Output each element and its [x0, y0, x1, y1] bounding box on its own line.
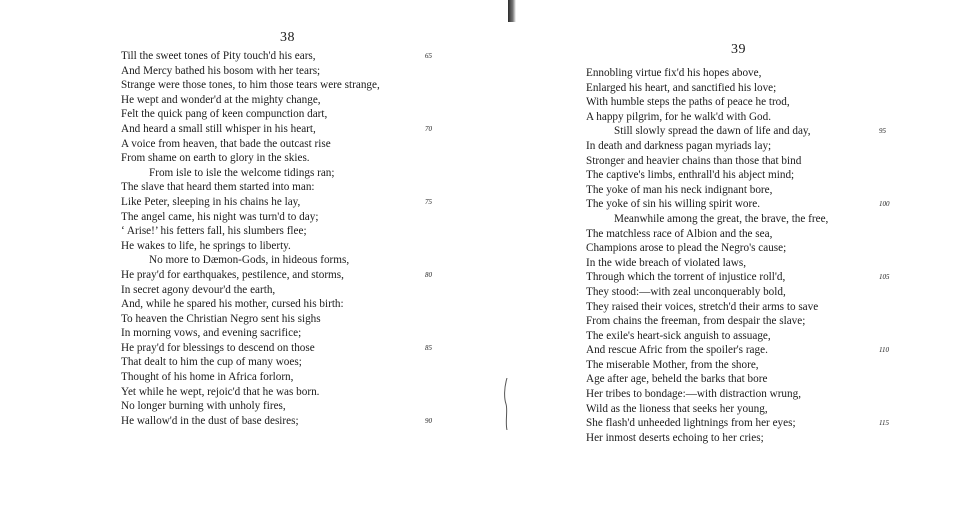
line-number: 65 [425, 52, 432, 60]
poem-line [586, 431, 966, 446]
line-text: From isle to isle the welcome tidings ran; [149, 166, 335, 179]
line-number: 115 [879, 419, 889, 428]
poem-line [121, 370, 451, 385]
line-text: He wallow'd in the dust of base desires; [121, 414, 299, 427]
poem-line [121, 166, 451, 181]
line-text: The angel came, his night was turn'd to day; [121, 210, 319, 223]
line-text: Wild as the lioness that seeks her young, [586, 402, 768, 415]
line-number: 70 [425, 124, 432, 133]
line-text: They stood:—with zeal unconquerably bold, [586, 285, 786, 298]
line-text: He wakes to life, he springs to liberty. [121, 239, 291, 252]
line-number: 100 [879, 200, 890, 209]
page-number: 39 [731, 42, 746, 57]
poem-line [121, 137, 451, 152]
line-text: Still slowly spread the dawn of life and day, [614, 125, 811, 138]
line-text: The miserable Mother, from the shore, [586, 358, 759, 371]
poem-line [121, 341, 451, 356]
poem-line [121, 195, 451, 210]
poem-line [586, 95, 966, 110]
poem-line [586, 124, 966, 139]
line-text: Her tribes to bondage:—with distraction wrung, [586, 388, 802, 401]
line-number: 95 [879, 127, 886, 136]
line-text: The yoke of man his neck indignant bore, [586, 183, 773, 196]
poem-text [586, 66, 966, 445]
poem-line [586, 358, 966, 373]
poem-line [121, 312, 451, 327]
poem-line [121, 326, 451, 341]
poem-line [121, 268, 451, 283]
line-text: Yet while he wept, rejoic'd that he was born. [121, 385, 320, 398]
poem-line [586, 227, 966, 242]
line-text: No more to Dæmon-Gods, in hideous forms, [149, 254, 350, 267]
line-text: The slave that heard them started into man: [121, 181, 315, 194]
poem-line [121, 180, 451, 195]
poem-line [586, 343, 966, 358]
line-text: Stronger and heavier chains than those that bind [586, 154, 802, 167]
line-text: And heard a small still whisper in his heart, [121, 122, 316, 135]
poem-line [586, 197, 966, 212]
line-text: In morning vows, and evening sacrifice; [121, 327, 302, 340]
poem-line [121, 93, 451, 108]
poem-line [121, 64, 451, 79]
line-number: 90 [425, 416, 432, 425]
poem-line [121, 385, 451, 400]
poem-line [121, 210, 451, 225]
poem-line [121, 49, 451, 64]
poem-text [121, 49, 451, 428]
poem-line [586, 256, 966, 271]
line-text: And rescue Afric from the spoiler's rage. [586, 344, 768, 357]
line-text: The captive's limbs, enthrall'd his abject mind; [586, 169, 795, 182]
page-number: 38 [280, 30, 295, 45]
poem-line [586, 329, 966, 344]
line-text: From chains the freeman, from despair the slave; [586, 315, 806, 328]
line-text: The exile's heart-sick anguish to assuage, [586, 329, 771, 342]
poem-line [586, 241, 966, 256]
poem-line [586, 66, 966, 81]
right-page [505, 0, 980, 518]
poem-line [586, 372, 966, 387]
line-text: Enlarged his heart, and sanctified his love; [586, 81, 777, 94]
line-text: A happy pilgrim, for he walk'd with God. [586, 110, 772, 123]
line-text: And, while he spared his mother, cursed his birth: [121, 298, 344, 311]
line-text: They raised their voices, stretch'd their arms to save [586, 300, 819, 313]
line-text: He wept and wonder'd at the mighty change, [121, 93, 321, 106]
line-number: 105 [879, 273, 890, 282]
line-text: She flash'd unheeded lightnings from her eyes; [586, 417, 796, 430]
poem-line [586, 300, 966, 315]
line-text: Strange were those tones, to him those tears were strange, [121, 79, 380, 92]
line-text: Felt the quick pang of keen compunction dart, [121, 108, 328, 121]
poem-line [121, 107, 451, 122]
poem-line [121, 297, 451, 312]
poem-line [586, 212, 966, 227]
poem-line [121, 253, 451, 268]
line-text: In death and darkness pagan myriads lay; [586, 139, 772, 152]
line-text: In the wide breach of violated laws, [586, 256, 746, 269]
poem-line [121, 399, 451, 414]
line-number: 75 [425, 197, 432, 206]
line-text: He pray'd for blessings to descend on those [121, 341, 315, 354]
line-text: In secret agony devour'd the earth, [121, 283, 276, 296]
line-text: Her inmost deserts echoing to her cries; [586, 431, 764, 444]
line-text: Through which the torrent of injustice roll'd, [586, 271, 786, 284]
poem-line [121, 355, 451, 370]
line-text: And Mercy bathed his bosom with her tears; [121, 64, 321, 77]
poem-line [586, 402, 966, 417]
poem-line [586, 387, 966, 402]
line-text: A voice from heaven, that bade the outcast rise [121, 137, 331, 150]
poem-line [586, 285, 966, 300]
line-text: Champions arose to plead the Negro's cause; [586, 242, 787, 255]
line-number: 110 [879, 346, 889, 355]
line-text: Thought of his home in Africa forlorn, [121, 371, 294, 384]
line-text: No longer burning with unholy fires, [121, 400, 286, 413]
line-text: Age after age, beheld the barks that bore [586, 373, 768, 386]
poem-line [586, 154, 966, 169]
line-text: Like Peter, sleeping in his chains he lay, [121, 195, 301, 208]
line-text: Till the sweet tones of Pity touch'd his ears, [121, 50, 316, 62]
line-text: Meanwhile among the great, the brave, the free, [614, 212, 829, 225]
poem-line [121, 224, 451, 239]
line-text: From shame on earth to glory in the skies. [121, 152, 310, 165]
poem-line [586, 168, 966, 183]
line-text: With humble steps the paths of peace he trod, [586, 96, 790, 109]
line-text: That dealt to him the cup of many woes; [121, 356, 302, 369]
poem-line [586, 81, 966, 96]
poem-line [121, 414, 451, 429]
poem-line [586, 110, 966, 125]
line-text: The matchless race of Albion and the sea, [586, 227, 773, 240]
poem-line [586, 270, 966, 285]
poem-line [121, 78, 451, 93]
poem-line [586, 416, 966, 431]
poem-line [121, 239, 451, 254]
poem-line [586, 183, 966, 198]
line-text: To heaven the Christian Negro sent his sighs [121, 312, 321, 325]
line-text: Ennobling virtue fix'd his hopes above, [586, 67, 762, 79]
poem-line [121, 151, 451, 166]
poem-line [121, 283, 451, 298]
line-text: He pray'd for earthquakes, pestilence, and storms, [121, 268, 344, 281]
line-text: ‘ Arise!’ his fetters fall, his slumbers flee; [121, 225, 307, 238]
line-number: 85 [425, 343, 432, 352]
poem-line [121, 122, 451, 137]
poem-line [586, 139, 966, 154]
poem-line [586, 314, 966, 329]
line-number: 80 [425, 270, 432, 279]
line-text: The yoke of sin his willing spirit wore. [586, 198, 761, 211]
